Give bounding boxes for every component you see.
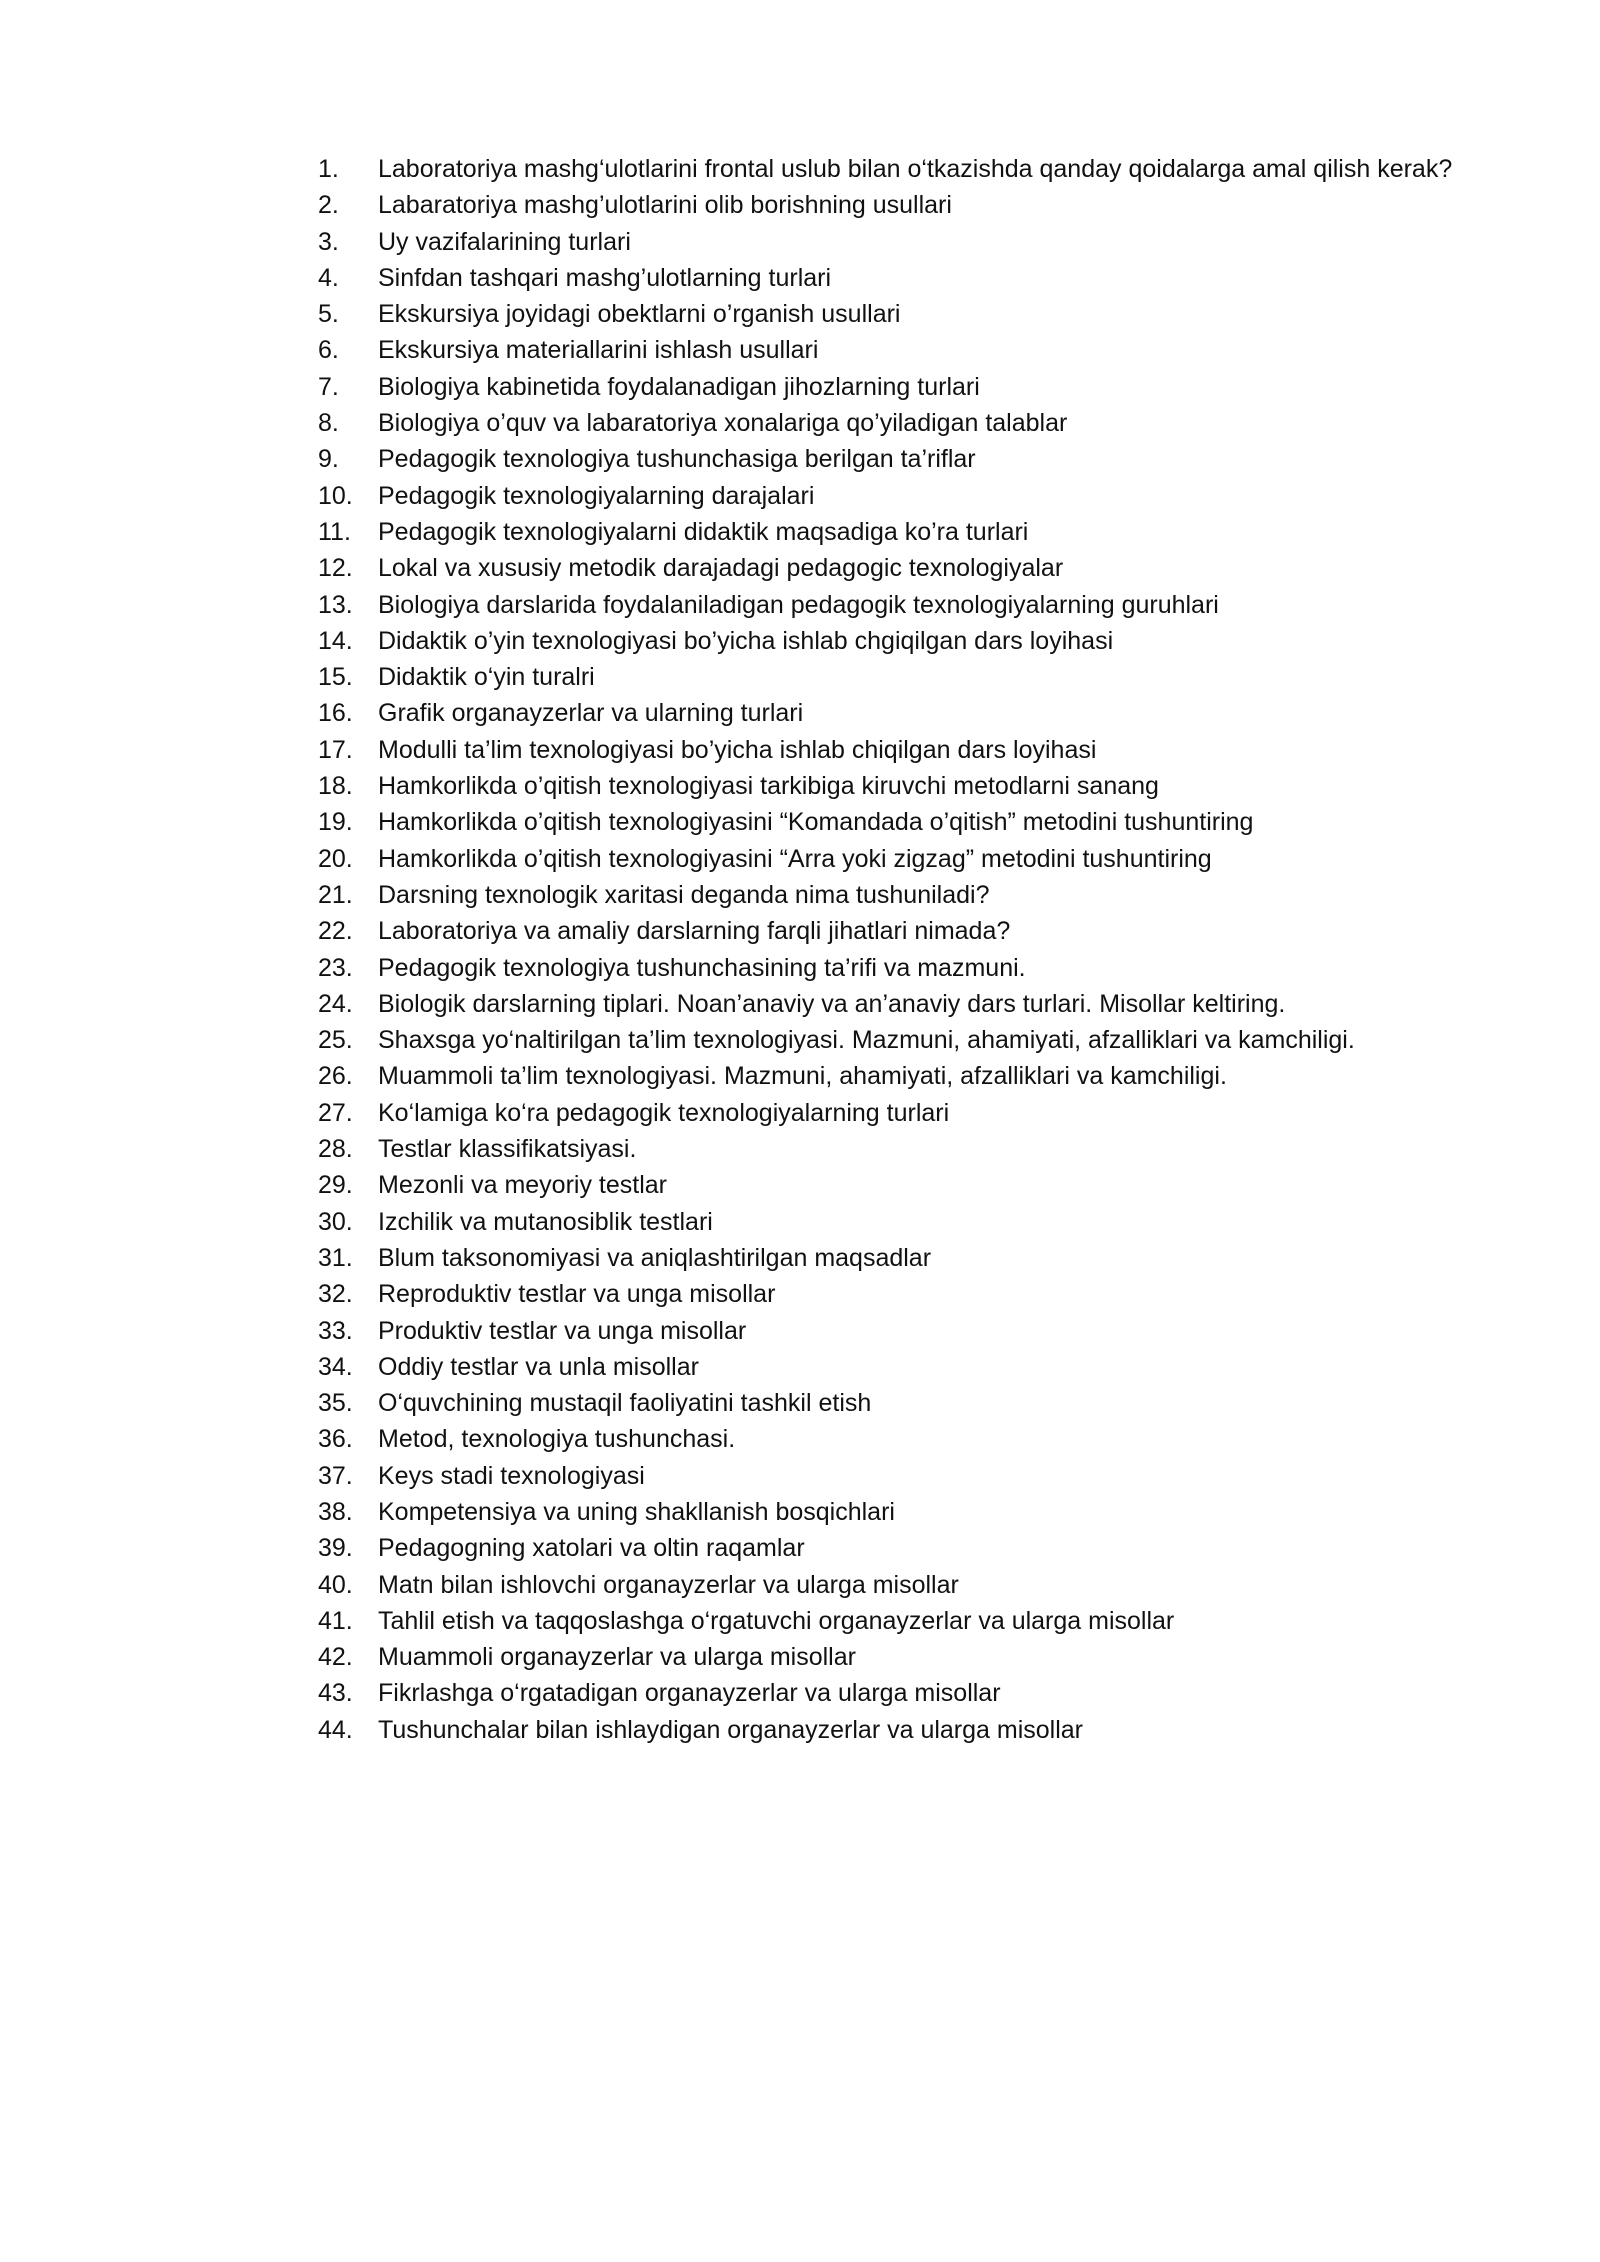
list-item — [318, 1385, 1478, 1421]
list-item-text: Ekskursiya materiallarini ishlash usullari — [378, 336, 819, 365]
list-item — [318, 187, 1478, 223]
list-item — [318, 986, 1478, 1022]
list-item — [318, 441, 1478, 477]
list-item-number: 18. — [318, 772, 353, 801]
list-item — [318, 913, 1478, 949]
list-item — [318, 695, 1478, 731]
list-item — [318, 1421, 1478, 1457]
list-item-number: 33. — [318, 1316, 353, 1345]
list-item-text: Pedagogning xatolari va oltin raqamlar — [378, 1534, 805, 1563]
list-item-text: Testlar klassifikatsiyasi. — [378, 1135, 637, 1164]
list-item-number: 20. — [318, 844, 353, 873]
list-item-text: Mezonli va meyoriy testlar — [378, 1171, 667, 1200]
list-item-text: O‘quvchining mustaqil faoliyatini tashkil etish — [378, 1389, 872, 1418]
list-item-number: 24. — [318, 989, 353, 1018]
list-item-number: 10. — [318, 481, 353, 510]
list-item-text: Hamkorlikda o’qitish texnologiyasi tarkibiga kiruvchi metodlarni sanang — [378, 772, 1159, 801]
list-item-text: Muammoli organayzerlar va ularga misollar — [378, 1643, 856, 1672]
list-item-number: 4. — [318, 263, 339, 292]
list-item-text: Matn bilan ishlovchi organayzerlar va ularga misollar — [378, 1570, 959, 1599]
list-item-number: 21. — [318, 880, 353, 909]
list-item-number: 39. — [318, 1534, 353, 1563]
list-item — [318, 804, 1478, 840]
list-item-text: Lokal va xususiy metodik darajadagi pedagogic texnologiyalar — [378, 554, 1064, 583]
list-item-number: 41. — [318, 1606, 353, 1635]
list-item-text: Pedagogik texnologiyalarni didaktik maqsadiga ko’ra turlari — [378, 517, 1029, 546]
list-item-number: 2. — [318, 191, 339, 220]
list-item-text: Biologiya darslarida foydalaniladigan pedagogik texnologiyalarning guruhlari — [378, 590, 1219, 619]
list-item-text: Darsning texnologik xaritasi deganda nima tushuniladi? — [378, 880, 990, 909]
list-item-number: 14. — [318, 626, 353, 655]
list-item-number: 22. — [318, 917, 353, 946]
list-item-number: 36. — [318, 1425, 353, 1454]
list-item-number: 25. — [318, 1026, 353, 1055]
list-item-number: 28. — [318, 1135, 353, 1164]
list-item — [318, 768, 1478, 804]
list-item-text: Grafik organayzerlar va ularning turlari — [378, 699, 804, 728]
list-item — [318, 1458, 1478, 1494]
list-item — [318, 1494, 1478, 1530]
list-item-number: 34. — [318, 1352, 353, 1381]
list-item-text: Labaratoriya mashg’ulotlarini olib borishning usullari — [378, 191, 952, 220]
list-item — [318, 1530, 1478, 1566]
list-item-number: 23. — [318, 953, 353, 982]
list-item-number: 13. — [318, 590, 353, 619]
list-item-text: Biologiya o’quv va labaratoriya xonalariga qo’yiladigan talablar — [378, 409, 1068, 438]
list-item-number: 17. — [318, 735, 353, 764]
list-item-text: Pedagogik texnologiya tushunchasiga berilgan ta’riflar — [378, 445, 976, 474]
list-item-number: 12. — [318, 554, 353, 583]
list-item-number: 29. — [318, 1171, 353, 1200]
list-item-text: Pedagogik texnologiya tushunchasining ta’rifi va mazmuni. — [378, 953, 1026, 982]
list-item — [318, 587, 1478, 623]
list-item — [318, 1095, 1478, 1131]
list-item — [318, 478, 1478, 514]
list-item — [318, 1349, 1478, 1385]
list-item — [318, 1276, 1478, 1312]
list-item — [318, 332, 1478, 368]
list-item-number: 5. — [318, 300, 339, 329]
list-item — [318, 1675, 1478, 1711]
list-item — [318, 877, 1478, 913]
list-item-number: 40. — [318, 1570, 353, 1599]
list-item — [318, 405, 1478, 441]
list-item-number: 7. — [318, 372, 339, 401]
list-item-text: Tahlil etish va taqqoslashga o‘rgatuvchi organayzerlar va ularga misollar — [378, 1606, 1175, 1635]
list-item — [318, 950, 1478, 986]
list-item-text: Shaxsga yo‘naltirilgan ta’lim texnologiyasi. Mazmuni, ahamiyati, afzalliklari va kamchiligi. — [378, 1026, 1355, 1055]
list-item — [318, 260, 1478, 296]
list-item-text: Didaktik o’yin texnologiyasi bo’yicha ishlab chgiqilgan dars loyihasi — [378, 626, 1114, 655]
list-item — [318, 151, 1478, 187]
list-item-number: 31. — [318, 1243, 353, 1272]
list-item-text: Reproduktiv testlar va unga misollar — [378, 1280, 776, 1309]
list-item — [318, 224, 1478, 260]
list-item-text: Keys stadi texnologiyasi — [378, 1461, 645, 1490]
list-item — [318, 1058, 1478, 1094]
list-item-number: 16. — [318, 699, 353, 728]
list-item — [318, 1712, 1478, 1748]
list-item-number: 43. — [318, 1679, 353, 1708]
list-item-number: 30. — [318, 1207, 353, 1236]
list-item-text: Pedagogik texnologiyalarning darajalari — [378, 481, 815, 510]
list-item-number: 35. — [318, 1389, 353, 1418]
list-item-number: 3. — [318, 227, 339, 256]
list-item-text: Modulli ta’lim texnologiyasi bo’yicha ishlab chiqilgan dars loyihasi — [378, 735, 1097, 764]
list-item — [318, 732, 1478, 768]
list-item-number: 27. — [318, 1098, 353, 1127]
list-item-number: 26. — [318, 1062, 353, 1091]
list-item — [318, 296, 1478, 332]
list-item — [318, 1131, 1478, 1167]
list-item — [318, 1639, 1478, 1675]
list-item — [318, 1603, 1478, 1639]
list-item — [318, 514, 1478, 550]
list-item — [318, 841, 1478, 877]
list-item-text: Hamkorlikda o’qitish texnologiyasini “Komandada o’qitish” metodini tushuntiring — [378, 808, 1254, 837]
list-item — [318, 369, 1478, 405]
list-item-number: 15. — [318, 663, 353, 692]
question-list — [318, 151, 1478, 1748]
list-item-text: Produktiv testlar va unga misollar — [378, 1316, 747, 1345]
list-item-text: Uy vazifalarining turlari — [378, 227, 631, 256]
list-item-text: Muammoli ta’lim texnologiyasi. Mazmuni, ahamiyati, afzalliklari va kamchiligi. — [378, 1062, 1227, 1091]
list-item-text: Metod, texnologiya tushunchasi. — [378, 1425, 736, 1454]
list-item-number: 38. — [318, 1497, 353, 1526]
list-item-text: Biologiya kabinetida foydalanadigan jihozlarning turlari — [378, 372, 980, 401]
list-item-text: Laboratoriya mashg‘ulotlarini frontal uslub bilan o‘tkazishda qanday qoidalarga amal qilish kerak? — [378, 155, 1453, 183]
list-item-number: 1. — [318, 155, 339, 183]
list-item — [318, 1204, 1478, 1240]
list-item-number: 9. — [318, 445, 339, 474]
list-item — [318, 550, 1478, 586]
list-item-text: Didaktik o‘yin turalri — [378, 663, 595, 692]
list-item-text: Oddiy testlar va unla misollar — [378, 1352, 699, 1381]
list-item-text: Ekskursiya joyidagi obektlarni o’rganish usullari — [378, 300, 901, 329]
list-item-number: 37. — [318, 1461, 353, 1490]
list-item-text: Izchilik va mutanosiblik testlari — [378, 1207, 713, 1236]
list-item-text: Sinfdan tashqari mashg’ulotlarning turlari — [378, 263, 832, 292]
list-item — [318, 1567, 1478, 1603]
list-item-number: 42. — [318, 1643, 353, 1672]
list-item-text: Ko‘lamiga ko‘ra pedagogik texnologiyalarning turlari — [378, 1098, 950, 1127]
list-item-text: Hamkorlikda o’qitish texnologiyasini “Arra yoki zigzag” metodini tushuntiring — [378, 844, 1212, 873]
list-item — [318, 1167, 1478, 1203]
list-item — [318, 1022, 1478, 1058]
list-item — [318, 1240, 1478, 1276]
list-item — [318, 659, 1478, 695]
list-item-text: Laboratoriya va amaliy darslarning farqli jihatlari nimada? — [378, 917, 1011, 946]
list-item-text: Biologik darslarning tiplari. Noan’anaviy va an’anaviy dars turlari. Misollar keltiring. — [378, 989, 1286, 1018]
list-item-text: Fikrlashga o‘rgatadigan organayzerlar va ularga misollar — [378, 1679, 1001, 1708]
list-item — [318, 1313, 1478, 1349]
list-item-number: 44. — [318, 1715, 353, 1744]
list-item-text: Kompetensiya va uning shakllanish bosqichlari — [378, 1497, 895, 1526]
list-item-number: 6. — [318, 336, 339, 365]
list-item-text: Blum taksonomiyasi va aniqlashtirilgan maqsadlar — [378, 1243, 932, 1272]
list-item-text: Tushunchalar bilan ishlaydigan organayzerlar va ularga misollar — [378, 1715, 1084, 1744]
list-item — [318, 623, 1478, 659]
list-item-number: 11. — [318, 517, 351, 546]
list-item-number: 8. — [318, 409, 339, 438]
list-item-number: 32. — [318, 1280, 353, 1309]
list-item-number: 19. — [318, 808, 353, 837]
